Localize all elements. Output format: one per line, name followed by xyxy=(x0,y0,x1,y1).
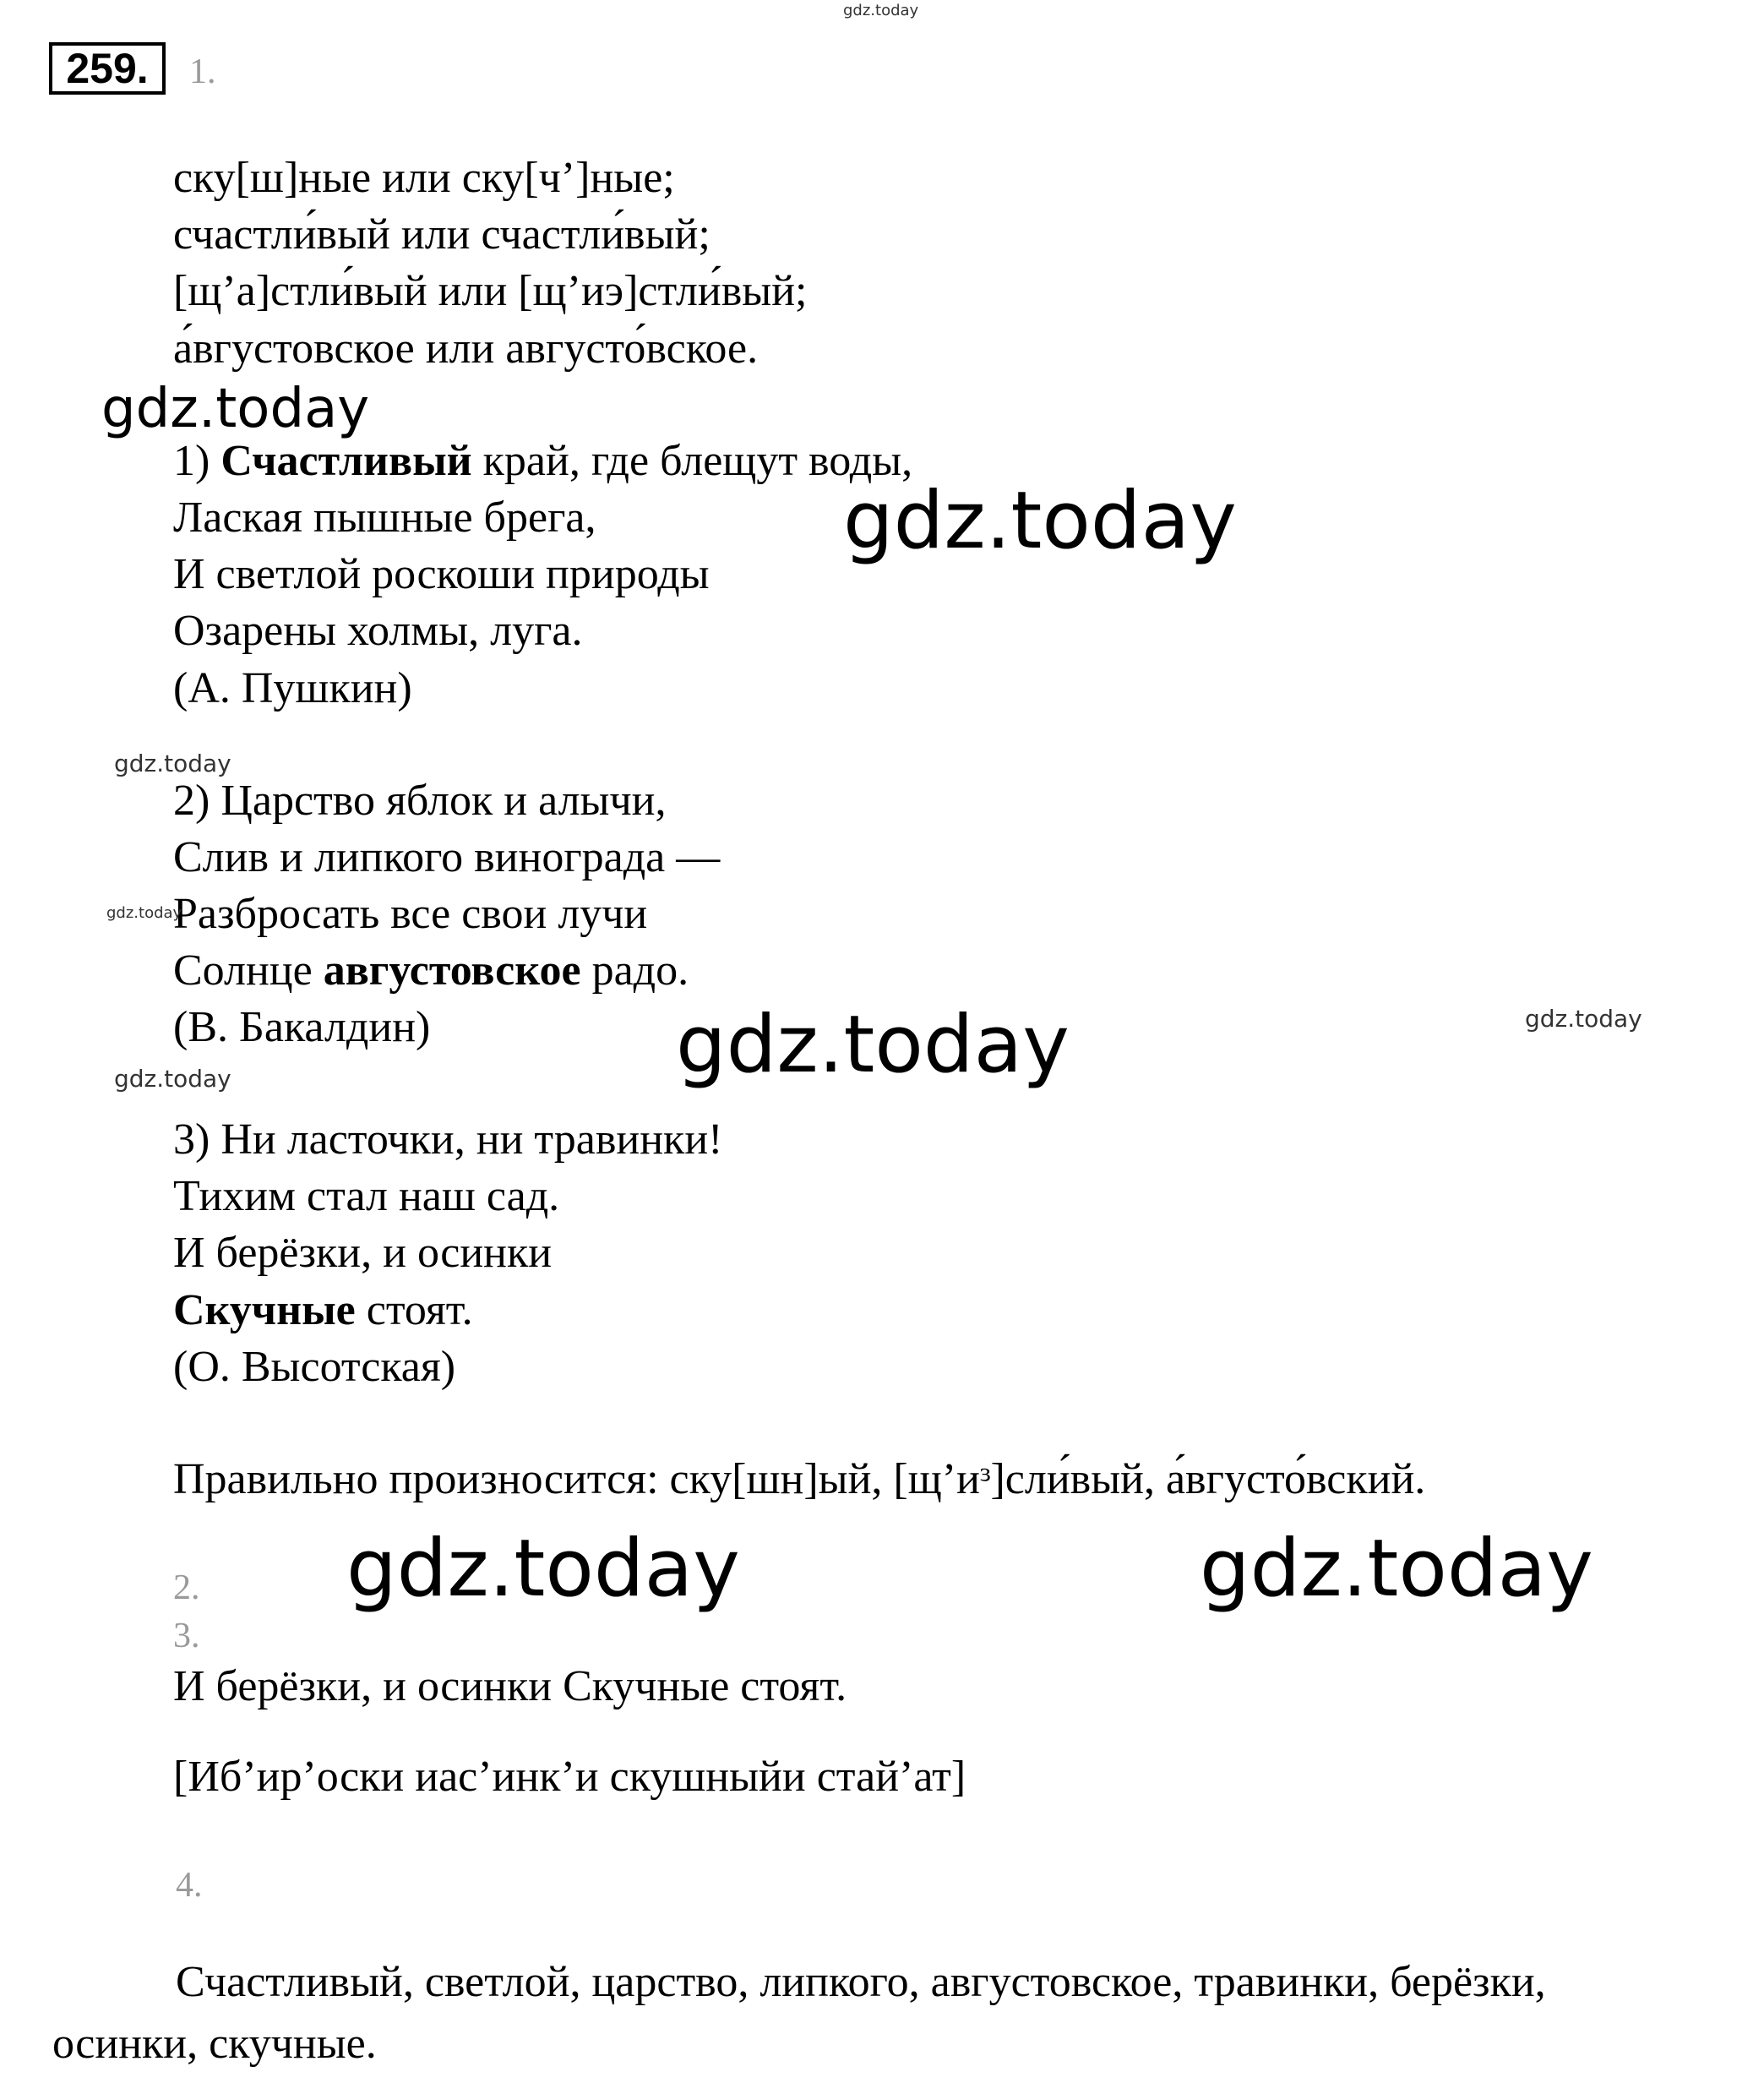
watermark: gdz.today xyxy=(843,2,919,19)
poem1-line1: 1) Счастливый край, где блещут воды, xyxy=(173,437,913,485)
watermark: gdz.today xyxy=(1525,1005,1642,1033)
part-1-label: 1. xyxy=(189,52,216,91)
poem2-line2: Слив и липкого винограда — xyxy=(173,833,721,881)
part-2-label: 2. xyxy=(173,1568,200,1607)
bold-word: августовское xyxy=(323,946,581,995)
bold-word: Счастливый xyxy=(220,437,472,485)
watermark: gdz.today xyxy=(843,475,1237,567)
watermark: gdz.today xyxy=(114,750,231,777)
watermark: gdz.today xyxy=(346,1523,740,1615)
part4-line1: Счастливый, светлой, царство, липкого, августовское, травинки, берёзки, xyxy=(176,1958,1546,2006)
poem3-line2: Тихим стал наш сад. xyxy=(173,1172,560,1220)
watermark: gdz.today xyxy=(101,378,370,440)
pair-line: а́вгустовское или августо́вское. xyxy=(173,324,759,373)
poem1-line2: Лаская пышные брега, xyxy=(173,494,596,542)
task-number: 259. xyxy=(49,42,166,95)
part-3-label: 3. xyxy=(173,1617,200,1655)
poem2-line3: Разбросать все свои лучи xyxy=(173,890,648,938)
poem1-author: (А. Пушкин) xyxy=(173,664,412,712)
poem1-line3: И светлой роскоши природы xyxy=(173,550,710,598)
watermark: gdz.today xyxy=(676,999,1070,1091)
poem1-line4: Озарены холмы, луга. xyxy=(173,607,583,655)
conclusion: Правильно произносится: ску[шн]ый, [щ’иᵌ]сли́вый, а́вгусто́вский. xyxy=(173,1455,1426,1503)
poem3-line4: Скучные стоят. xyxy=(173,1286,473,1334)
part-4-label: 4. xyxy=(176,1866,203,1905)
poem2-author: (В. Бакалдин) xyxy=(173,1003,431,1051)
pair-line: [щ’а]стли́вый или [щ’иэ]стли́вый; xyxy=(173,267,808,315)
poem2-line4: Солнце августовское радо. xyxy=(173,946,689,995)
poem3-line1: 3) Ни ласточки, ни травинки! xyxy=(173,1115,723,1164)
part3-transcription: [Иб’ир’оски иас’инк’и скушныйи стай’ат] xyxy=(173,1753,966,1801)
watermark: gdz.today xyxy=(106,904,182,922)
bold-word: Скучные xyxy=(173,1286,356,1334)
watermark: gdz.today xyxy=(1200,1523,1593,1615)
pair-line: счастли́вый или счастли́вый; xyxy=(173,210,710,259)
poem3-author: (О. Высотская) xyxy=(173,1343,456,1391)
poem3-line3: И берёзки, и осинки xyxy=(173,1229,553,1277)
poem2-line1: 2) Царство яблок и алычи, xyxy=(173,777,667,825)
watermark: gdz.today xyxy=(114,1065,231,1093)
part3-sentence: И берёзки, и осинки Скучные стоят. xyxy=(173,1662,847,1710)
part4-line2: осинки, скучные. xyxy=(52,2020,377,2068)
pair-line: ску[ш]ные или ску[ч’]ные; xyxy=(173,154,675,202)
